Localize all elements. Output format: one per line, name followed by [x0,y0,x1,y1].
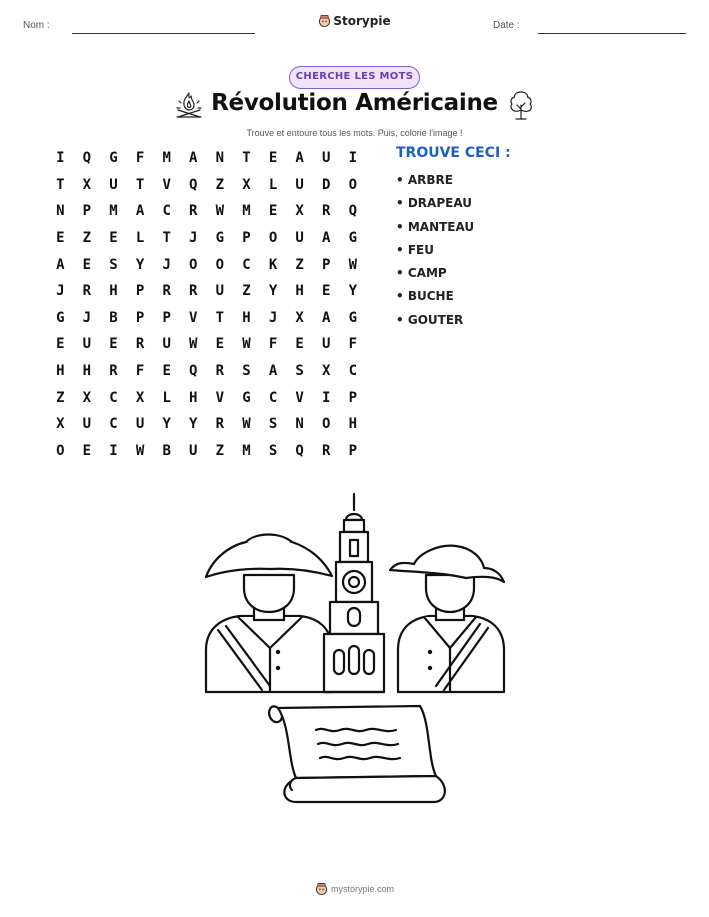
grid-cell[interactable]: H [82,363,92,380]
declaration-scroll [269,706,445,802]
grid-cell[interactable]: X [242,176,251,193]
grid-row [47,225,366,252]
grid-cell[interactable]: Y [135,256,145,273]
grid-cell[interactable]: X [295,309,304,326]
grid-cell[interactable]: N [215,150,225,167]
grid-cell[interactable]: P [162,309,171,326]
grid-cell[interactable]: Y [268,283,278,300]
page-title: Révolution Américaine [211,90,498,116]
grid-cell[interactable]: H [56,363,65,380]
name-label: Nom : [23,20,50,31]
grid-cell[interactable]: Z [295,256,304,273]
grid-cell[interactable]: L [162,389,171,406]
word-item: • BUCHE [396,289,454,304]
grid-cell[interactable]: J [268,309,278,326]
grid-cell[interactable]: V [295,389,304,406]
grid-cell[interactable]: S [242,363,251,380]
grid-cell[interactable]: U [215,283,225,300]
grid-cell[interactable]: F [348,336,358,353]
left-soldier-figure [206,535,332,693]
grid-cell[interactable]: W [242,416,251,433]
grid-cell[interactable]: G [348,309,358,326]
grid-cell[interactable]: Q [348,203,358,220]
grid-cell[interactable]: S [268,416,278,433]
grid-row [47,331,366,358]
grid-cell[interactable]: E [295,336,304,353]
storypie-logo-icon [315,882,328,895]
grid-row [47,251,366,278]
word-list [396,170,474,333]
word-list-title: TROUVE CECI : [396,145,511,161]
grid-cell[interactable]: V [215,389,225,406]
grid-cell[interactable]: M [109,203,118,220]
date-line[interactable] [538,33,686,34]
grid-cell[interactable]: A [322,230,331,247]
grid-cell[interactable]: Z [215,176,225,193]
grid-cell[interactable]: O [322,416,331,433]
grid-cell[interactable]: E [56,230,65,247]
grid-cell[interactable]: J [56,283,65,300]
grid-cell[interactable]: H [189,389,198,406]
grid-cell[interactable]: Z [56,389,65,406]
grid-cell[interactable]: E [82,256,92,273]
grid-cell[interactable]: N [56,203,65,220]
grid-cell[interactable]: E [268,203,278,220]
grid-cell[interactable]: B [109,309,118,326]
grid-cell[interactable]: V [189,309,198,326]
grid-cell[interactable]: Y [189,416,198,433]
grid-cell[interactable]: P [242,230,251,247]
grid-cell[interactable]: Z [215,442,225,459]
grid-cell[interactable]: E [268,150,278,167]
grid-cell[interactable]: V [162,176,171,193]
grid-cell[interactable]: T [56,176,65,193]
grid-cell[interactable]: A [268,363,278,380]
grid-cell[interactable]: F [268,336,278,353]
grid-cell[interactable]: X [135,389,145,406]
grid-cell[interactable]: I [348,150,358,167]
grid-cell[interactable]: E [109,336,118,353]
grid-cell[interactable]: G [242,389,251,406]
grid-cell[interactable]: U [109,176,118,193]
grid-cell[interactable]: U [82,336,92,353]
grid-cell[interactable]: R [162,283,171,300]
grid-cell[interactable]: W [215,203,225,220]
tree-icon [506,89,536,121]
grid-cell[interactable]: F [135,150,145,167]
grid-row [47,358,366,385]
grid-cell[interactable]: Y [348,283,358,300]
grid-cell[interactable]: Z [242,283,251,300]
grid-cell[interactable]: R [109,363,118,380]
grid-cell[interactable]: D [322,176,331,193]
grid-cell[interactable]: Y [162,416,171,433]
grid-cell[interactable]: U [135,416,145,433]
word-item: • DRAPEAU [396,196,472,211]
grid-cell[interactable]: U [295,230,304,247]
grid-cell[interactable]: R [82,283,92,300]
category-badge: CHERCHE LES MOTS [289,66,420,89]
grid-cell[interactable]: M [162,150,171,167]
grid-row [47,411,366,438]
grid-row [47,198,366,225]
grid-cell[interactable]: M [242,442,251,459]
grid-cell[interactable]: I [109,442,118,459]
storypie-logo-icon [318,14,331,27]
grid-cell[interactable]: U [322,150,331,167]
grid-row [47,278,366,305]
grid-cell[interactable]: G [215,230,225,247]
coloring-illustration[interactable] [200,490,510,820]
grid-cell[interactable]: T [215,309,225,326]
word-item: • MANTEAU [396,219,475,234]
grid-row [47,438,366,465]
grid-cell[interactable]: F [135,363,145,380]
brand-logo [0,14,709,28]
grid-cell[interactable]: N [295,416,304,433]
grid-cell[interactable]: A [135,203,145,220]
grid-row [47,145,366,172]
grid-cell[interactable]: R [215,416,225,433]
grid-cell[interactable]: C [109,389,118,406]
grid-cell[interactable]: W [242,336,251,353]
grid-cell[interactable]: R [322,203,331,220]
grid-cell[interactable]: S [295,363,304,380]
grid-cell[interactable]: W [348,256,358,273]
grid-cell[interactable]: P [135,309,145,326]
grid-cell[interactable]: R [189,203,198,220]
grid-cell[interactable]: W [189,336,198,353]
grid-cell[interactable]: G [109,150,118,167]
grid-cell[interactable]: H [348,416,358,433]
grid-cell[interactable]: J [162,256,171,273]
grid-cell[interactable]: A [189,150,198,167]
grid-cell[interactable]: P [135,283,145,300]
grid-cell[interactable]: M [242,203,251,220]
grid-cell[interactable]: U [82,416,92,433]
grid-cell[interactable]: X [56,416,65,433]
grid-cell[interactable]: C [268,389,278,406]
footer [0,882,709,895]
word-item: • GOUTER [396,312,464,327]
grid-cell[interactable]: R [215,363,225,380]
grid-cell[interactable]: S [268,442,278,459]
grid-cell[interactable]: T [242,150,251,167]
grid-cell[interactable]: X [322,363,331,380]
grid-cell[interactable]: C [348,363,358,380]
grid-cell[interactable]: O [56,442,65,459]
grid-cell[interactable]: Q [295,442,304,459]
grid-row [47,172,366,199]
grid-cell[interactable]: T [135,176,145,193]
grid-cell[interactable]: E [82,442,92,459]
grid-cell[interactable]: J [189,230,198,247]
grid-cell[interactable]: L [135,230,145,247]
brand-name: Storypie [333,14,391,28]
footer-link[interactable]: mystorypie.com [330,884,394,894]
grid-cell[interactable]: U [162,336,171,353]
grid-cell[interactable]: P [348,442,358,459]
grid-cell[interactable]: Z [82,230,92,247]
grid-cell[interactable]: I [322,389,331,406]
independence-hall-tower [324,494,384,692]
grid-cell[interactable]: I [56,150,65,167]
grid-cell[interactable]: P [322,256,331,273]
grid-cell[interactable]: Q [189,363,198,380]
grid-cell[interactable]: O [189,256,198,273]
grid-cell[interactable]: R [135,336,145,353]
date-label: Date : [493,20,520,31]
grid-cell[interactable]: A [322,309,331,326]
grid-cell[interactable]: R [189,283,198,300]
grid-cell[interactable]: Q [82,150,92,167]
grid-row [47,305,366,332]
grid-cell[interactable]: H [242,309,251,326]
grid-cell[interactable]: X [82,176,92,193]
grid-cell[interactable]: H [109,283,118,300]
grid-cell[interactable]: K [268,256,278,273]
word-item: • CAMP [396,266,447,281]
grid-cell[interactable]: W [135,442,145,459]
grid-cell[interactable]: B [162,442,171,459]
grid-cell[interactable]: U [322,336,331,353]
grid-cell[interactable]: U [295,176,304,193]
word-item: • ARBRE [396,173,453,187]
grid-cell[interactable]: E [322,283,331,300]
grid-cell[interactable]: O [348,176,358,193]
instructions: Trouve et entoure tous les mots. Puis, colorie l'image ! [246,128,463,138]
grid-cell[interactable]: G [56,309,65,326]
grid-cell[interactable]: C [162,203,171,220]
grid-cell[interactable]: O [268,230,278,247]
word-item: • FEU [396,242,434,257]
grid-cell[interactable]: T [162,230,171,247]
letter-grid[interactable] [47,145,366,464]
grid-cell[interactable]: E [56,336,65,353]
name-line[interactable] [72,33,255,34]
grid-cell[interactable]: U [189,442,198,459]
grid-cell[interactable]: A [295,150,304,167]
grid-cell[interactable]: Q [189,176,198,193]
grid-cell[interactable]: A [56,256,65,273]
grid-cell[interactable]: L [268,176,278,193]
grid-cell[interactable]: E [162,363,171,380]
grid-cell[interactable]: R [322,442,331,459]
grid-cell[interactable]: O [215,256,225,273]
grid-cell[interactable]: X [82,389,92,406]
grid-cell[interactable]: E [109,230,118,247]
right-soldier-figure [390,546,504,692]
grid-cell[interactable]: C [242,256,251,273]
grid-cell[interactable]: G [348,230,358,247]
grid-cell[interactable]: X [295,203,304,220]
grid-row [47,384,366,411]
grid-cell[interactable]: J [82,309,92,326]
grid-cell[interactable]: P [82,203,92,220]
grid-cell[interactable]: H [295,283,304,300]
grid-cell[interactable]: P [348,389,358,406]
grid-cell[interactable]: C [109,416,118,433]
grid-cell[interactable]: S [109,256,118,273]
grid-cell[interactable]: E [215,336,225,353]
